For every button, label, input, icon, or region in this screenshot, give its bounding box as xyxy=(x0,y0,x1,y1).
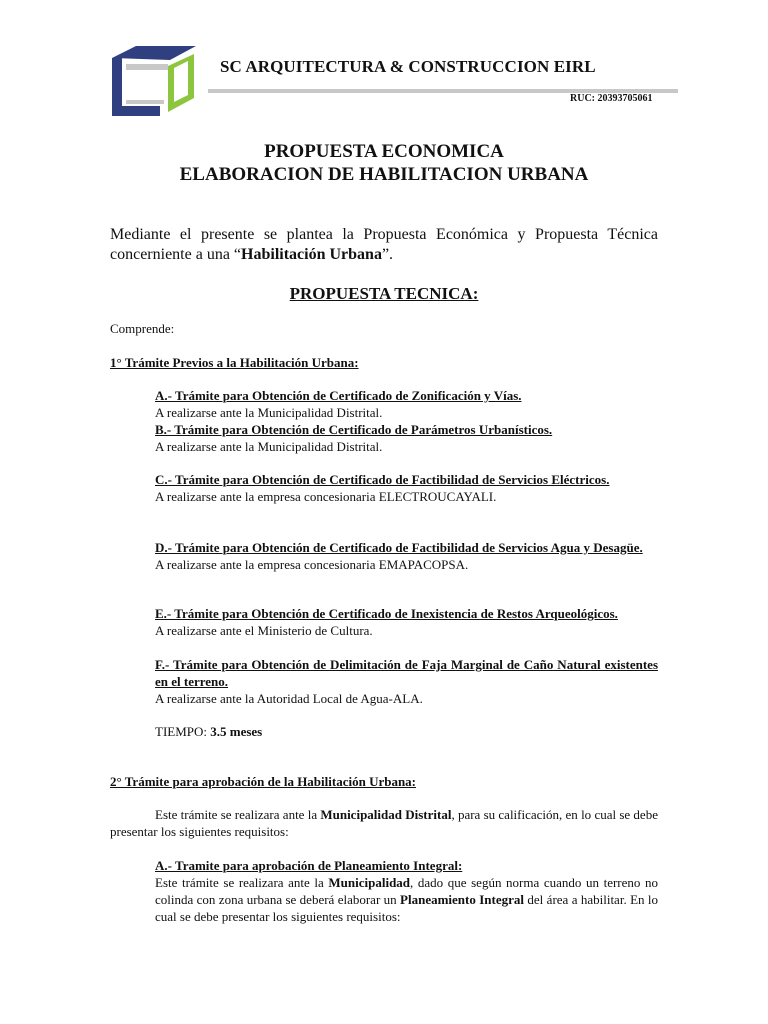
s2a-bold-1: Municipalidad xyxy=(328,875,411,890)
item-a xyxy=(155,387,658,421)
tiempo-line xyxy=(155,723,262,740)
section-title: PROPUESTA TECNICA: xyxy=(289,284,479,303)
s2a-paragraph xyxy=(155,874,658,925)
item-e-heading: E.- Trámite para Obtención de Certificado de Inexistencia de Restos Arqueológicos. xyxy=(155,606,618,621)
tiempo-value: 3.5 meses xyxy=(210,724,263,739)
item-f-heading: F.- Trámite para Obtención de Delimitación de Faja Marginal de Caño Natural existentes en el terreno. xyxy=(155,657,658,689)
comprende-label: Comprende: xyxy=(110,321,175,336)
doc-title: PROPUESTA ECONOMICA xyxy=(264,141,504,162)
item-f xyxy=(155,656,658,707)
item-b xyxy=(155,421,658,455)
company-name: SC ARQUITECTURA & CONSTRUCCION EIRL xyxy=(220,57,596,76)
company-logo xyxy=(108,40,198,120)
intro-suffix: ”. xyxy=(381,246,394,263)
s2-text-1: Este trámite se realizara ante la xyxy=(155,807,321,822)
item-c xyxy=(155,471,658,505)
item-d-body: A realizarse ante la empresa concesionaria EMAPACOPSA. xyxy=(155,557,469,572)
s2a-heading: A.- Tramite para aprobación de Planeamiento Integral: xyxy=(155,858,463,873)
item-b-heading: B.- Trámite para Obtención de Certificado de Parámetros Urbanísticos. xyxy=(155,422,553,437)
s2-bold: Municipalidad Distrital xyxy=(320,807,452,822)
s2a-text-2: , dado que según norma cuando un terreno no colinda con zona urbana se deberá elaborar un xyxy=(155,875,658,907)
doc-subtitle: ELABORACION DE HABILITACION URBANA xyxy=(179,164,589,185)
section2-paragraph xyxy=(110,806,658,840)
item-e-body: A realizarse ante el Ministerio de Cultura. xyxy=(155,623,373,638)
item-b-body: A realizarse ante la Municipalidad Distrital. xyxy=(155,439,383,454)
item-a-heading: A.- Trámite para Obtención de Certificado de Zonificación y Vías. xyxy=(155,388,522,403)
item-d xyxy=(155,539,658,573)
s2-text-2: , para su calificación, en lo cual se debe presentar los siguientes requisitos: xyxy=(110,807,658,839)
ruc-number: RUC: 20393705061 xyxy=(570,93,653,104)
intro-paragraph xyxy=(110,225,658,265)
s2a-bold-2: Planeamiento Integral xyxy=(400,892,525,907)
intro-text: Mediante el presente se plantea la Propuesta Económica y Propuesta Técnica concerniente a una “ xyxy=(110,226,658,263)
item-a-body: A realizarse ante la Municipalidad Distrital. xyxy=(155,405,383,420)
section1-heading: 1° Trámite Previos a la Habilitación Urbana: xyxy=(110,355,359,370)
item-c-body: A realizarse ante la empresa concesionaria ELECTROUCAYALI. xyxy=(155,489,497,504)
s2a-text-3: del área a habilitar. En lo cual se debe presentar los siguientes requisitos: xyxy=(155,892,659,924)
s2a-text-1: Este trámite se realizara ante la xyxy=(155,875,329,890)
section2-item-a xyxy=(155,857,658,925)
item-e xyxy=(155,605,658,639)
item-c-heading: C.- Trámite para Obtención de Certificado de Factibilidad de Servicios Eléctricos. xyxy=(155,472,610,487)
section2-heading: 2° Trámite para aprobación de la Habilitación Urbana: xyxy=(110,774,417,789)
tiempo-label: TIEMPO: xyxy=(155,724,211,739)
item-f-body: A realizarse ante la Autoridad Local de Agua-ALA. xyxy=(155,691,423,706)
item-d-heading: D.- Trámite para Obtención de Certificado de Factibilidad de Servicios Agua y Desagüe. xyxy=(155,540,643,555)
intro-bold: Habilitación Urbana xyxy=(241,246,382,263)
